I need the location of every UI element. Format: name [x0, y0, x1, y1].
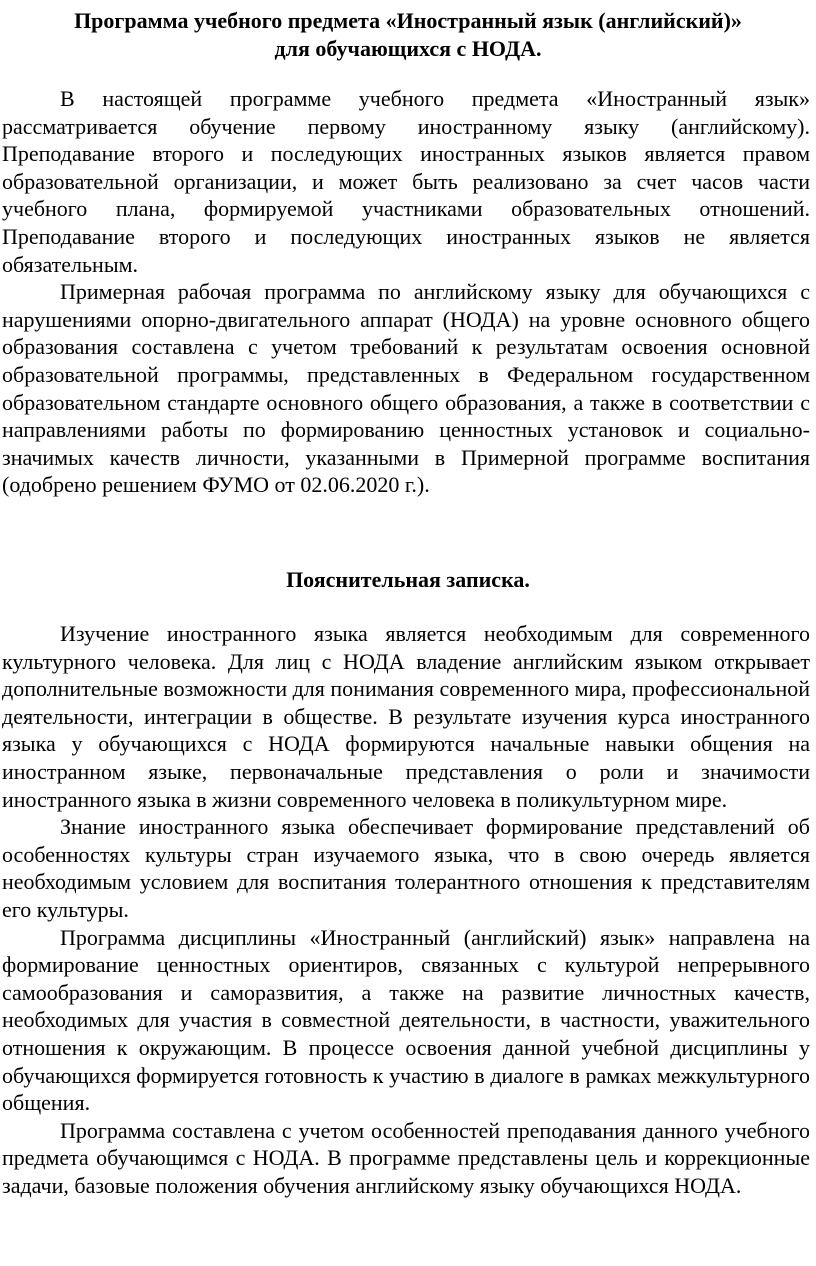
- document-title-line-2: для обучающихся с НОДА.: [274, 36, 542, 61]
- section-heading: Пояснительная записка.: [286, 567, 530, 592]
- document-title-line-1: Программа учебного предмета «Иностранный язык (английский)»: [74, 8, 742, 33]
- intro-section: [2, 85, 810, 499]
- note-paragraph-4: Программа составлена с учетом особенностей преподавания данного учебного предмета обучающимся с НОДА. В программе представлены цель и коррекционные задачи, базовые положения обучения английскому языку обучающихся НОДА.: [2, 1117, 810, 1198]
- note-paragraph-1: Изучение иностранного языка является необходимым для современного культурного человека. Для лиц с НОДА владение английским языком открывает дополнительные возможности для понимания современного мира, профессиональной деятельности, интеграции в обществе. В результате изучения курса иностранного языка у обучающихся с НОДА формируются начальные навыки общения на иностранном языке, первоначальные представления о роли и значимости иностранного языка в жизни современного человека в поликультурном мире.: [2, 621, 810, 812]
- intro-paragraph-1: В настоящей программе учебного предмета «Иностранный язык» рассматривается обучение первому иностранному языку (английскому). Преподавание второго и последующих иностранных языков является правом образовательной организации, и может быть реализовано за счет часов части учебного плана, формируемой участниками образовательных отношений. Преподавание второго и последующих иностранных языков не является обязательным.: [2, 86, 810, 277]
- intro-paragraph-2: Примерная рабочая программа по английскому языку для обучающихся с нарушениями опорно-двигательного аппарат (НОДА) на уровне основного общего образования составлена с учетом требований к результатам освоения основной образовательной программы, представленных в Федеральном государственном образовательном стандарте основного общего образования, а также в соответствии с направлениями работы по формированию ценностных установок и социально-значимых качеств личности, указанными в Примерной программе воспитания (одобрено решением ФУМО от 02.06.2020 г.).: [2, 279, 810, 498]
- note-paragraph-2: Знание иностранного языка обеспечивает формирование представлений об особенностях культуры стран изучаемого языка, что в свою очередь является необходимым условием для воспитания толерантного отношения к представителям его культуры.: [2, 814, 810, 922]
- explanatory-note-section: [2, 620, 810, 1199]
- note-paragraph-3: Программа дисциплины «Иностранный (английский) язык» направлена на формирование ценностных ориентиров, связанных с культурой непрерывного самообразования и саморазвития, а также на развитие личностных качеств, необходимых для участия в совместной деятельности, в частности, уважительного отношения к окружающим. В процессе освоения данной учебной дисциплины у обучающихся формируется готовность к участию в диалоге в рамках межкультурного общения.: [2, 924, 810, 1116]
